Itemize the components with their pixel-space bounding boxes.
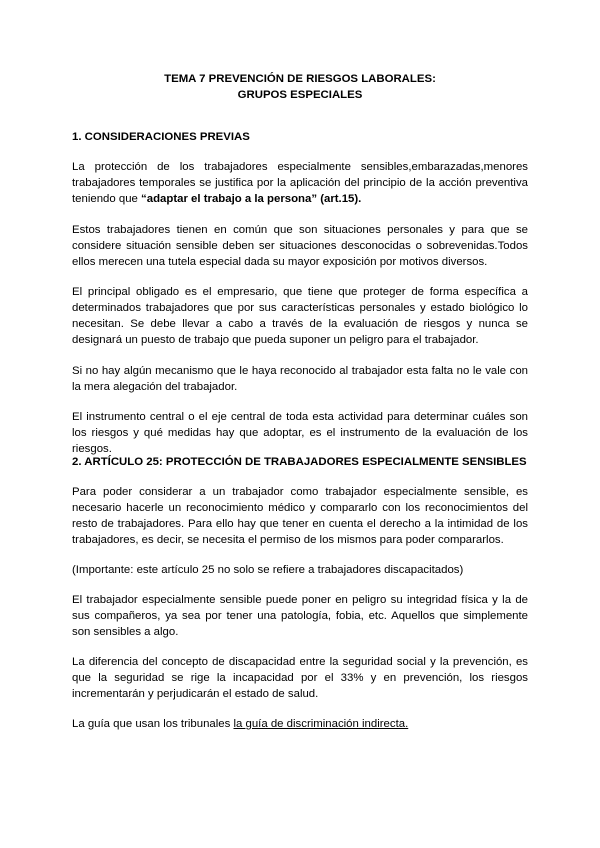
section-2-paragraph-5: [72, 716, 528, 732]
section-1-paragraph-2: Estos trabajadores tienen en común que son situaciones personales y para que se considere situación sensible deben ser situaciones desconocidas o sobrevenidas.Todos ellos merecen una tutela especial dada su mayor exposición por motivos diversos.: [72, 224, 528, 268]
section-2-paragraph-3: El trabajador especialmente sensible puede poner en peligro su integridad física y la de sus compañeros, ya sea por tener una patología, fobia, etc. Aquellos que simplemente son sensibles a algo.: [72, 594, 528, 638]
section-1-paragraph-5: El instrumento central o el eje central de toda esta actividad para determinar cuáles son los riesgos y qué medidas hay que adoptar, es el instrumento de la evaluación de los riesgos.: [72, 411, 528, 455]
section-1-paragraph-1: [72, 159, 528, 207]
title-line-1: TEMA 7 PREVENCIÓN DE RIESGOS LABORALES:: [164, 73, 436, 85]
section-1-paragraph-4: Si no hay algún mecanismo que le haya reconocido al trabajador esta falta no le vale con la mera alegación del trabajador.: [72, 365, 528, 393]
section-1-paragraph-1-bold: “adaptar el trabajo a la persona” (art.15).: [141, 193, 362, 205]
section-2-heading: 2. ARTÍCULO 25: PROTECCIÓN DE TRABAJADORES ESPECIALMENTE SENSIBLES: [72, 456, 527, 468]
section-2-paragraph-5-text: La guía que usan los tribunales: [72, 718, 234, 730]
title-line-2: GRUPOS ESPECIALES: [237, 89, 363, 101]
section-1-heading: 1. CONSIDERACIONES PREVIAS: [72, 131, 250, 143]
section-1-paragraph-1-text: La protección de los trabajadores especialmente sensibles,embarazadas,menores trabajadores temporales se justifica por la aplicación del principio de la acción preventiva teniendo que: [72, 161, 528, 205]
section-1-paragraph-3: El principal obligado es el empresario, que tiene que proteger de forma específica a determinados trabajadores que por sus características personales y estado biológico lo necesitan. Se debe llevar a cabo a través de la evaluación de riesgos y nunca se designará un puesto de trabajo que pueda suponer un peligro para el trabajador.: [72, 286, 528, 346]
discrimination-guide-reference: la guía de discriminación indirecta.: [233, 718, 409, 730]
section-2-paragraph-1: Para poder considerar a un trabajador como trabajador especialmente sensible, es necesario hacerle un reconocimiento médico y compararlo con los reconocimientos del resto de trabajadores. Para ello hay que tener en cuenta el derecho a la intimidad de los trabajadores, es decir, se necesita el permiso de los mismos para poder compararlos.: [72, 486, 528, 546]
section-2-paragraph-4: La diferencia del concepto de discapacidad entre la seguridad social y la prevención, es que la seguridad se rige la incapacidad por el 33% y en prevención, los riesgos incrementarán y perjudicarán el estado de salud.: [72, 656, 528, 700]
section-2-paragraph-2: (Importante: este artículo 25 no solo se refiere a trabajadores discapacitados): [72, 564, 464, 576]
document-title: [72, 71, 528, 103]
